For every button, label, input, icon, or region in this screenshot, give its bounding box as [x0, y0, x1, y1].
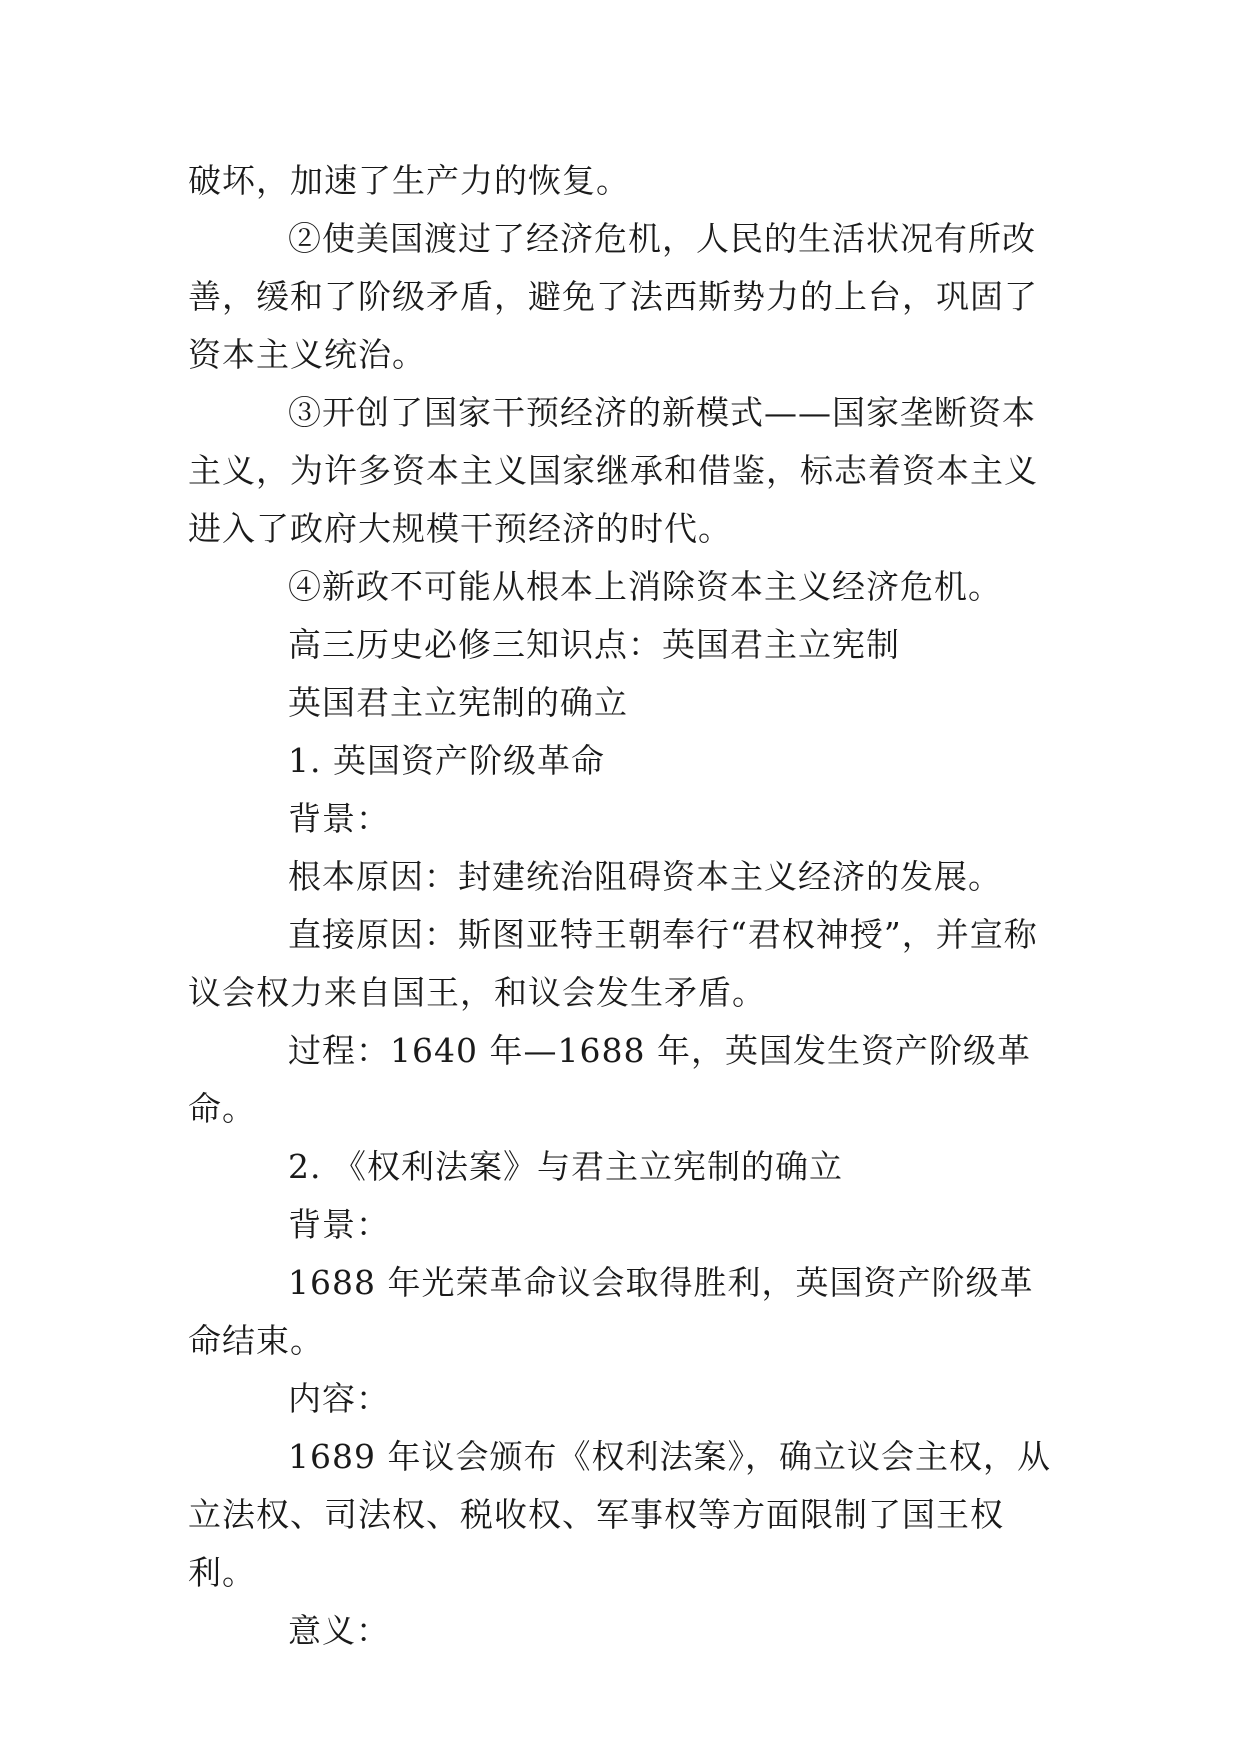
- paragraph: 直接原因：斯图亚特王朝奉行“君权神授”，并宣称议会权力来自国王，和议会发生矛盾。: [188, 915, 1038, 1012]
- paragraph: ②使美国渡过了经济危机，人民的生活状况有所改善，缓和了阶级矛盾，避免了法西斯势力的上台，巩固了资本主义统治。: [188, 219, 1038, 374]
- paragraph: ③开创了国家干预经济的新模式——国家垄断资本主义，为许多资本主义国家继承和借鉴，标志着资本主义进入了政府大规模干预经济的时代。: [188, 393, 1038, 548]
- numbered-heading: 2. 《权利法案》与君主立宪制的确立: [288, 1147, 843, 1186]
- section-heading: 高三历史必修三知识点：英国君主立宪制: [288, 625, 900, 664]
- paragraph: 破坏，加速了生产力的恢复。: [188, 161, 630, 200]
- paragraph: ④新政不可能从根本上消除资本主义经济危机。: [288, 567, 1002, 606]
- label-line: 意义：: [288, 1611, 390, 1650]
- paragraph: 过程：1640 年—1688 年，英国发生资产阶级革命。: [188, 1031, 1031, 1128]
- paragraph: 1688 年光荣革命议会取得胜利，英国资产阶级革命结束。: [188, 1263, 1034, 1360]
- paragraph: 根本原因：封建统治阻碍资本主义经济的发展。: [288, 857, 1002, 896]
- paragraph: 1689 年议会颁布《权利法案》，确立议会主权，从立法权、司法权、税收权、军事权等方面限制了国王权利。: [188, 1437, 1051, 1592]
- document-body: [188, 152, 1058, 1660]
- label-line: 背景：: [288, 799, 390, 838]
- label-line: 内容：: [288, 1379, 390, 1418]
- label-line: 背景：: [288, 1205, 390, 1244]
- section-subheading: 英国君主立宪制的确立: [288, 683, 628, 722]
- numbered-heading: 1. 英国资产阶级革命: [288, 741, 605, 780]
